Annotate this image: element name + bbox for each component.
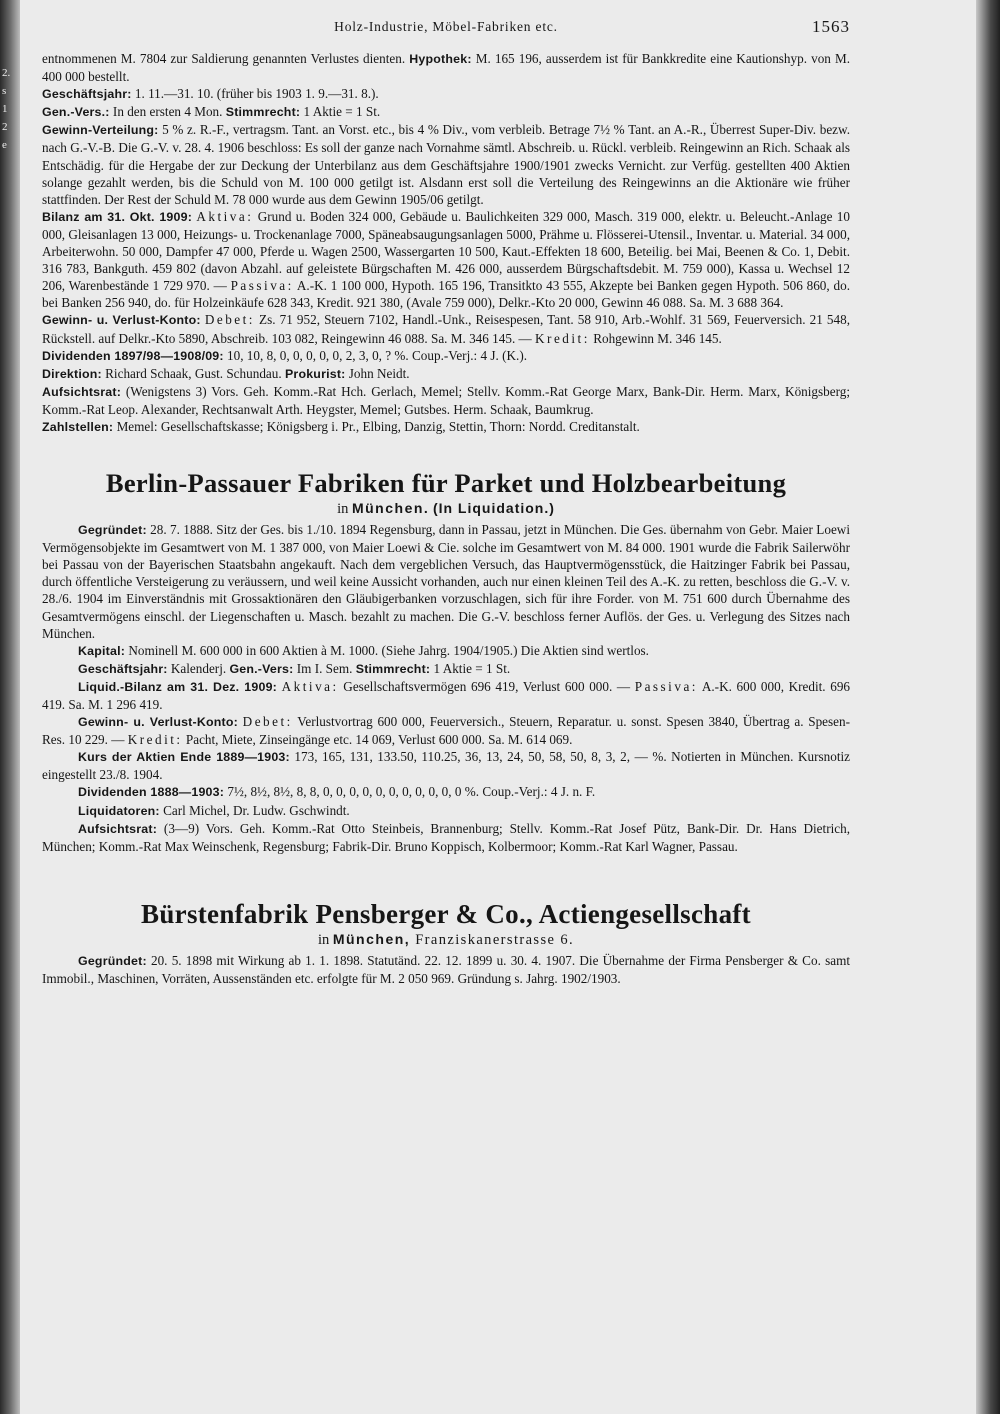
entry-key: Dividenden 1897/98—1908/09: bbox=[42, 348, 224, 363]
entry-key: Liquidatoren: bbox=[78, 803, 160, 818]
gutter-mark: 2. bbox=[2, 67, 11, 79]
company-subtitle: in München, Franziskanerstrasse 6. bbox=[317, 930, 575, 948]
entry-paragraph-gegruendet: Gegründet: 20. 5. 1898 mit Wirkung ab 1. 1. 1898. Statutänd. 22. 12. 1899 u. 30. 4. 1907. Die Übernahme der Firma Pensberger & Co. samt Immobil., Maschinen, Vorräten, Aussenständen etc. erfolgte für M. 2 050 969. Gründung s. Jahrg. 1902/1903. bbox=[42, 952, 850, 986]
scan-edge-left bbox=[0, 0, 20, 1414]
entry-key: Zahlstellen: bbox=[42, 419, 114, 434]
entry-paragraph-dividenden: Dividenden 1888—1903: 7½, 8½, 8½, 8, 8, 0, 0, 0, 0, 0, 0, 0, 0, 0, 0, 0 %. Coup.-Verj.: 4 J. n. F. bbox=[78, 784, 596, 800]
entry-key: Gewinn-Verteilung: bbox=[42, 123, 159, 138]
entry-key: Liquid.-Bilanz am 31. Dez. 1909: bbox=[78, 679, 277, 694]
gutter-mark: s bbox=[2, 85, 7, 97]
page-number: 1563 bbox=[812, 17, 850, 36]
entry-paragraph-gen-vers: Gen.-Vers.: In den ersten 4 Mon. Stimmrecht: 1 Aktie = 1 St. bbox=[42, 104, 381, 120]
gutter-mark: 2 bbox=[2, 121, 8, 133]
entry-paragraph-gewinn-verlust: Gewinn- u. Verlust-Konto: Debet: Verlustvortrag 600 000, Feuerversich., Steuern, Reparatur. u. sonst. Spesen 3840, Übertrag a. Spesen-Res. 10 229. — Kredit: Pacht, Miete, Zinseingänge etc. 14 069, Verlust 600 000. Sa. M. 614 069. bbox=[42, 714, 851, 748]
company-title: Bürstenfabrik Pensberger & Co., Actiengesellschaft bbox=[141, 898, 751, 929]
entry-paragraph-gewinn-verteilung: Gewinn-Verteilung: 5 % z. R.-F., vertragsm. Tant. an Vorst. etc., bis 4 % Div., vom verbleib. Betrage 7½ % Tant. an A.-R., Überrest Super-Div. bezw. nach G.-V.-B. Die G.-V. v. 28. 4. 1906 beschloss: Es soll der ganze nach Vornahme sämtl. Abschreib. u. Rückl. verbleib. Reingewinn an Rich. Schaak als Entschädig. für die Hergabe der zur Deckung der Unterbilanz aus dem Geschäftsjahre 1900/1901 zwecks Vernicht. zur Verfüg. gestellten 400 Aktien solange gezahlt werden, bis die Schuld von M. 100 000 getilgt ist. Alsdann erst soll die Verteilung des Reingewinns an die Aktionäre wie früher stattfinden. Der Rest der Schuld M. 78 000 wurde aus dem Gewinn 1905/06 getilgt. bbox=[42, 122, 850, 207]
entry-paragraph-aufsichtsrat: Aufsichtsrat: (3—9) Vors. Geh. Komm.-Rat Otto Steinbeis, Brannenburg; Stellv. Komm.-Rat Josef Pütz, Bank-Dir. Dr. Hans Dietrich, München; Komm.-Rat Max Weinschenk, Regensburg; Fabrik-Dir. Bruno Koppisch, Kolbermoor; Komm.-Rat Karl Wagner, Passau. bbox=[42, 820, 850, 854]
entry-paragraph-geschaeftsjahr: Geschäftsjahr: 1. 11.—31. 10. (früher bis 1903 1. 9.—31. 8.). bbox=[42, 86, 379, 102]
gutter-mark: e bbox=[2, 139, 7, 151]
entry-key: Prokurist: bbox=[284, 366, 346, 381]
entry-key: Kapital: bbox=[78, 643, 126, 658]
entry-paragraph-liquidatoren: Liquidatoren: Carl Michel, Dr. Ludw. Gschwindt. bbox=[78, 802, 350, 818]
page bbox=[42, 18, 850, 987]
entry-paragraph-gegruendet: Gegründet: 28. 7. 1888. Sitz der Ges. bis 1./10. 1894 Regensburg, dann in Passau, jetzt in München. Die Ges. übernahm von Gebr. Maier Loewi Vermögensobjekte im Gesamtwert von M. 1 387 000, von Maier Loewi & Cie. solche im Gesamtwert von M. 84 000. 1901 wurde die Fabrik Sailerwöhr bei Passau von der Bayerischen Staatsbahn angekauft. Nach dem vergeblichen Versuch, das Hauptvermögensstück, die Haitzinger Fabrik bei Passau, durch öffentliche Versteigerung zu veräussern, und weil keine Aussicht vorhanden, auch nur einen kleinen Teil des A.-K. zu retten, beschloss die G.-V. v. 28./6. 1904 im Einverständnis mit Grossaktionären den Gläubigerbanken vorzuschlagen, sich für ihre Forder. von M. 751 600 durch Übernahme des Gesamtvermögens einschl. der Liegenschaften u. Masch. bezahlt zu machen. Die G.-V. beschloss ferner Auflös. der Ges. u. Verlegung des Sitzes nach München. bbox=[42, 522, 850, 641]
entry-key: Bilanz am 31. Okt. 1909: bbox=[42, 209, 193, 224]
entry-key: Stimmrecht: bbox=[225, 105, 301, 120]
entry-key: Aufsichtsrat: bbox=[42, 384, 122, 399]
company-address: Franziskanerstrasse 6. bbox=[410, 931, 575, 948]
entry-paragraph-kapital: Kapital: Nominell M. 600 000 in 600 Aktien à M. 1000. (Siehe Jahrg. 1904/1905.) Die Aktien sind wertlos. bbox=[78, 642, 649, 658]
running-head-title: Holz-Industrie, Möbel-Fabriken etc. bbox=[334, 19, 558, 34]
entry-key: Direktion: bbox=[42, 366, 102, 381]
entry-key: Gen.-Vers: bbox=[229, 661, 294, 676]
entry-key: Gen.-Vers.: bbox=[42, 105, 110, 120]
company-city: München, bbox=[332, 930, 411, 947]
gutter-mark: 1 bbox=[2, 103, 8, 115]
entry-paragraph-dividenden: Dividenden 1897/98—1908/09: 10, 10, 8, 0, 0, 0, 0, 0, 2, 3, 0, ? %. Coup.-Verj.: 4 J. (K.). bbox=[42, 347, 528, 363]
entry-key: Aufsichtsrat: bbox=[78, 821, 158, 836]
entry-key: Dividenden 1888—1903: bbox=[78, 785, 225, 800]
entry-paragraph-hypothek: entnommenen M. 7804 zur Saldierung genannten Verlustes dienten. Hypothek: M. 165 196, ausserdem ist für Bankkredite eine Kautionshyp. von M. 400 000 bestellt. bbox=[42, 51, 850, 85]
liquidation-note: (In Liquidation.) bbox=[432, 500, 555, 517]
company-city: München. bbox=[351, 500, 430, 517]
entry-key: Geschäftsjahr: bbox=[78, 661, 168, 676]
entry-paragraph-aufsichtsrat: Aufsichtsrat: (Wenigstens 3) Vors. Geh. Komm.-Rat Hch. Gerlach, Memel; Stellv. Komm.-Rat George Marx, Bank-Dir. Herm. Marx, Königsberg; Komm.-Rat Leop. Alexander, Rechtsanwalt Arth. Heygster, Memel; Gutsbes. Herm. Schaak, Baumkrug. bbox=[42, 383, 850, 417]
company-title: Berlin-Passauer Fabriken für Parket und Holzbearbeitung bbox=[105, 468, 787, 499]
entry-key: Stimmrecht: bbox=[355, 661, 431, 676]
entry-paragraph-zahlstellen: Zahlstellen: Memel: Gesellschaftskasse; Königsberg i. Pr., Elbing, Danzig, Stettin, Thorn: Nordd. Creditanstalt. bbox=[42, 418, 640, 434]
entry-key: Gegründet: bbox=[78, 953, 147, 968]
entry-key: Gewinn- u. Verlust-Konto: bbox=[42, 313, 201, 328]
entry-paragraph-kurs: Kurs der Aktien Ende 1889—1903: 173, 165, 131, 133.50, 110.25, 36, 13, 24, 50, 58, 50, 8, 3, 2, — %. Notierten in München. Kursnotiz eingestellt 23./8. 1904. bbox=[42, 749, 851, 783]
entry-paragraph-geschaeftsjahr: Geschäftsjahr: Kalenderj. Gen.-Vers: Im I. Sem. Stimmrecht: 1 Aktie = 1 St. bbox=[78, 660, 511, 676]
entry-key: Gegründet: bbox=[78, 523, 147, 538]
entry-paragraph-bilanz: Bilanz am 31. Okt. 1909: Aktiva: Grund u. Boden 324 000, Gebäude u. Baulichkeiten 329 000, Masch. 319 000, elektr. u. Beleucht.-Anlage 10 000, Gleisanlagen 13 000, Heizungs- u. Trockenanlage 7000, Späneabsaugungsanlagen 5000, Prähme u. Flösserei-Utensil., Inventar. u. Material. 34 000, Arbeiterwohn. 50 000, Dampfer 47 000, Pferde u. Wagen 2500, Wassergarten 10 500, Kaut.-Effekten 18 600, Beteilig. bei Mai, Beenen & Co. 1, Debit. 316 783, Bankguth. 459 802 (davon Abzahl. auf geleistete Bürgschaften M. 426 000, ausserdem Bürgschaftsdebit. M. 759 000), Kassa u. Wechsel 12 206, Warenbestände 1 729 970. — Passiva: A.-K. 1 100 000, Hypoth. 165 196, Transitkto 43 555, Akzepte bei Banken gegen Hypoth. 506 860, do. bei Banken 256 940, do. für Holzeinkäufe 628 343, Kredit. 921 380, (Avale 759 000), Delkr.-Kto 20 000, Gewinn 46 088. Sa. M. 3 688 364. bbox=[42, 208, 850, 311]
entry-paragraph-direktion: Direktion: Richard Schaak, Gust. Schundau. Prokurist: John Neidt. bbox=[42, 365, 410, 381]
company-subtitle: in München. (In Liquidation.) bbox=[337, 500, 555, 518]
running-head bbox=[42, 18, 850, 50]
scan-edge-right bbox=[976, 0, 1000, 1414]
entry-key: Hypothek: bbox=[409, 52, 472, 66]
gutter-marks bbox=[2, 64, 16, 154]
entry-paragraph-liquid-bilanz: Liquid.-Bilanz am 31. Dez. 1909: Aktiva: Gesellschaftsvermögen 696 419, Verlust 600 000. — Passiva: A.-K. 600 000, Kredit. 696 419. Sa. M. 1 296 419. bbox=[42, 678, 851, 712]
entry-key: Geschäftsjahr: bbox=[42, 87, 132, 102]
entry-key: Kurs der Aktien Ende 1889—1903: bbox=[78, 750, 290, 765]
entry-key: Gewinn- u. Verlust-Konto: bbox=[78, 715, 238, 730]
entry-paragraph-gewinn-verlust: Gewinn- u. Verlust-Konto: Debet: Zs. 71 952, Steuern 7102, Handl.-Unk., Reisespesen, Tant. 58 910, Arb.-Wohlf. 31 569, Feuerversich. 21 548, Rückstell. auf Delkr.-Kto 5890, Abschreib. 103 082, Reingewinn 46 088. Sa. M. 346 145. — Kredit: Rohgewinn M. 346 145. bbox=[42, 312, 850, 346]
